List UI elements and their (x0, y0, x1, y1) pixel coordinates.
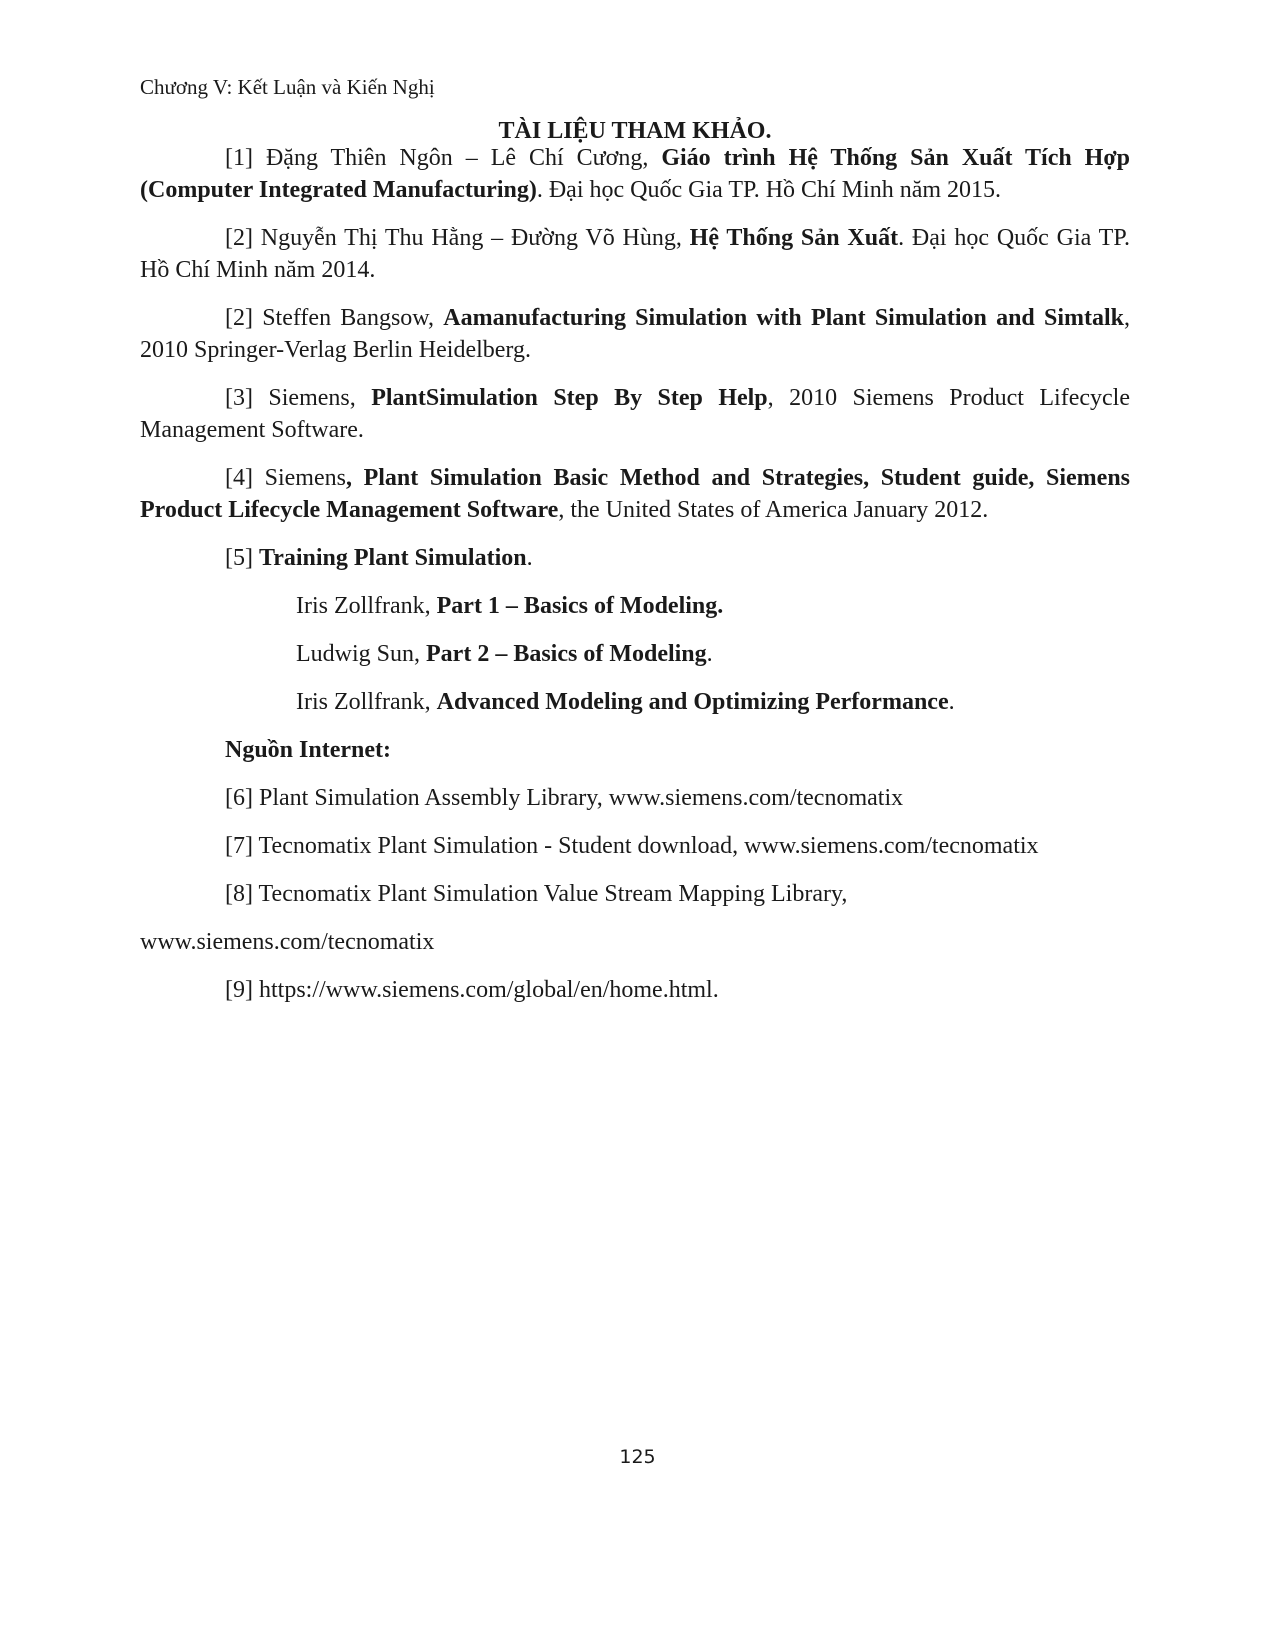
reference-1: [1] Đặng Thiên Ngôn – Lê Chí Cương, Giáo trình Hệ Thống Sản Xuất Tích Hợp (Computer Integrated Manufacturing). Đại học Quốc Gia TP. Hồ Chí Minh năm 2015. (140, 145, 1130, 203)
reference-6: [6] Plant Simulation Assembly Library, www.siemens.com/tecnomatix (225, 785, 904, 811)
reference-2: [2] Nguyễn Thị Thu Hằng – Đường Võ Hùng, Hệ Thống Sản Xuất. Đại học Quốc Gia TP. Hồ Chí Minh năm 2014. (140, 225, 1131, 283)
reference-8-url: www.siemens.com/tecnomatix (140, 929, 435, 955)
reference-2b: [2] Steffen Bangsow, Aamanufacturing Simulation with Plant Simulation and Simtalk, 2010 Springer-Verlag Berlin Heidelberg. (140, 305, 1130, 363)
reference-5-part1: Iris Zollfrank, Part 1 – Basics of Modeling. (296, 593, 724, 619)
reference-7: [7] Tecnomatix Plant Simulation - Student download, www.siemens.com/tecnomatix (225, 833, 1039, 859)
reference-8: [8] Tecnomatix Plant Simulation Value Stream Mapping Library, (225, 881, 848, 907)
chapter-header: Chương V: Kết Luận và Kiến Nghị (140, 75, 435, 99)
reference-4: [4] Siemens, Plant Simulation Basic Method and Strategies, Student guide, Siemens Product Lifecycle Management Software, the United States of America January 2012. (140, 465, 1131, 523)
page-title: TÀI LIỆU THAM KHẢO. (498, 118, 772, 144)
reference-5-advanced: Iris Zollfrank, Advanced Modeling and Optimizing Performance. (296, 689, 955, 715)
page-number: 125 (619, 1446, 656, 1468)
reference-5-part2: Ludwig Sun, Part 2 – Basics of Modeling. (296, 641, 713, 667)
internet-heading: Nguồn Internet: (225, 737, 391, 763)
reference-9: [9] https://www.siemens.com/global/en/home.html. (225, 977, 719, 1003)
reference-3: [3] Siemens, PlantSimulation Step By Step Help, 2010 Siemens Product Lifecycle Management Software. (140, 385, 1130, 443)
reference-5: [5] Training Plant Simulation. (225, 545, 533, 571)
